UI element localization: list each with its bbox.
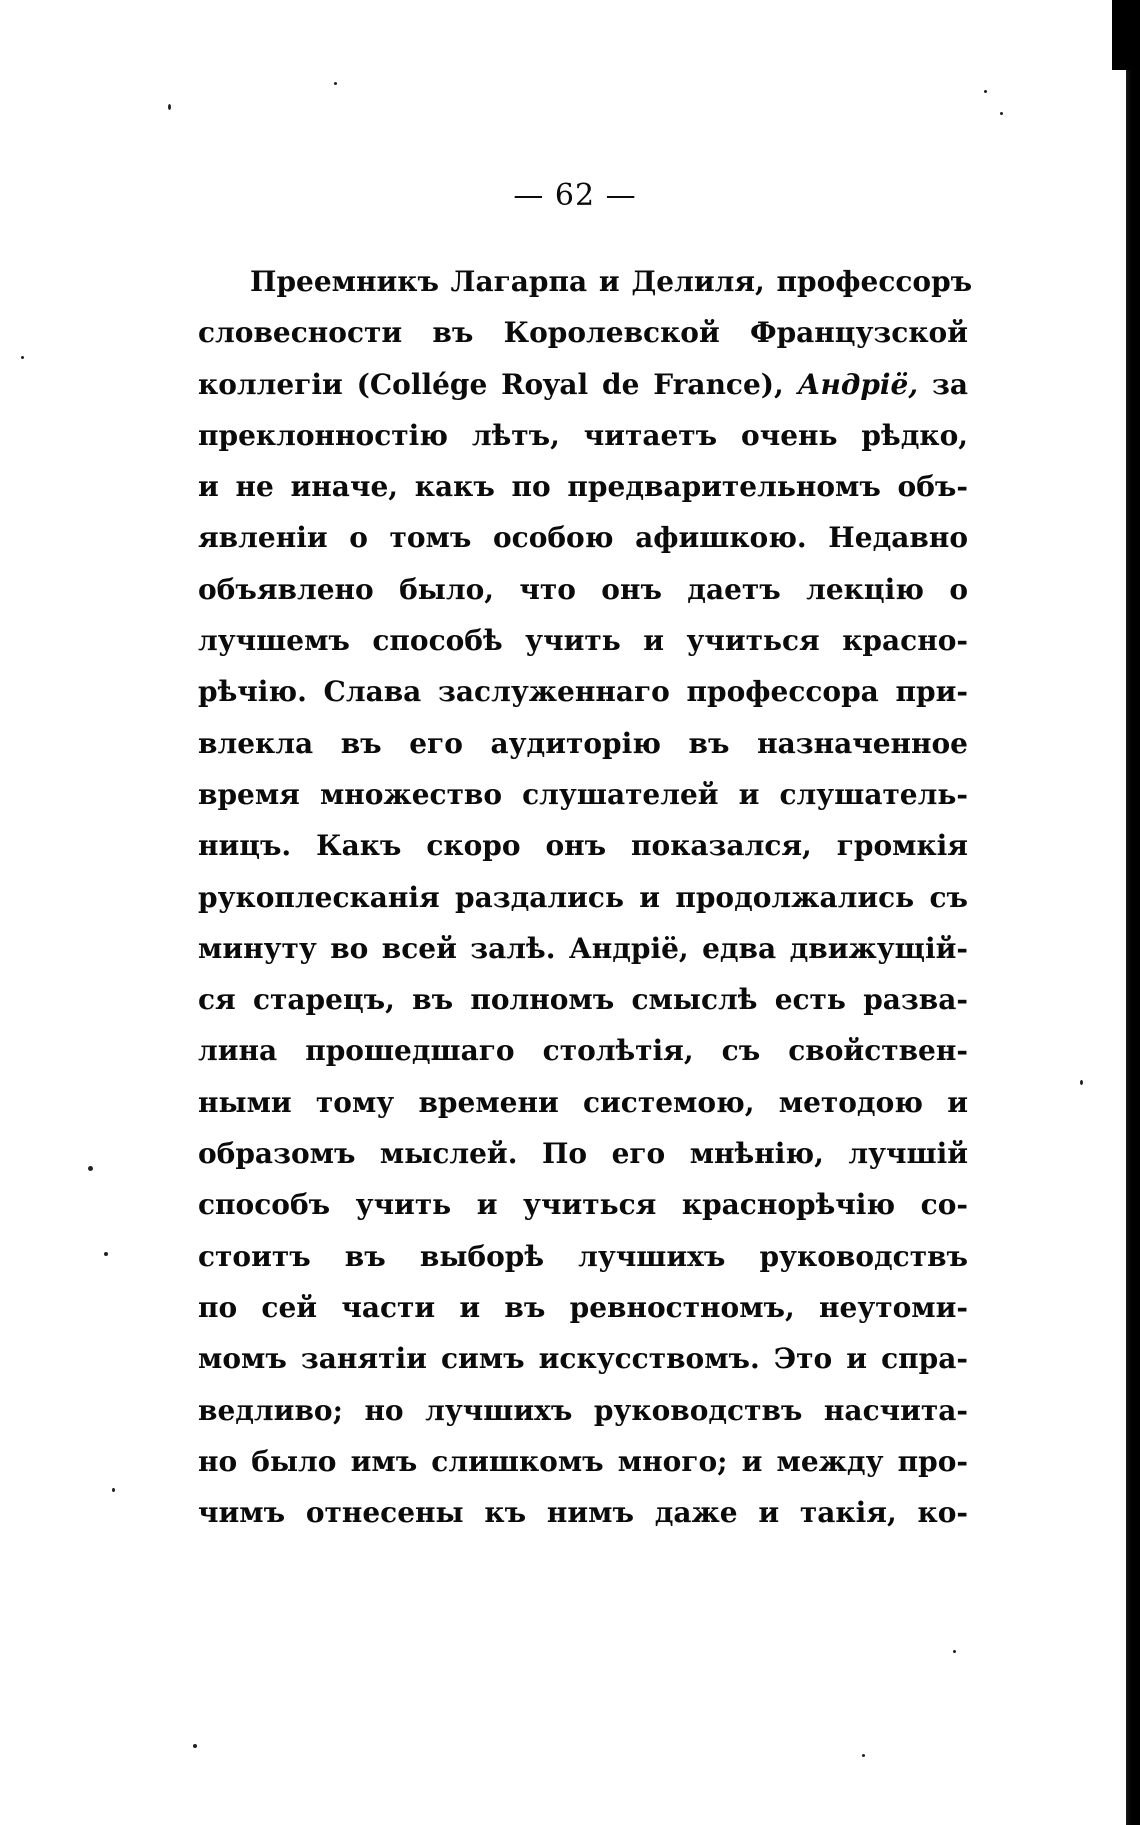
text-line: влекла въ его аудиторію въ назначенное — [198, 726, 968, 760]
scan-speck — [21, 356, 24, 359]
text-line: чимъ отнесены къ нимъ даже и такія, ко- — [198, 1496, 968, 1530]
page-number: — 62 — — [513, 178, 637, 213]
text-line: момъ занятіи симъ искусствомъ. Это и спра- — [198, 1342, 968, 1376]
text-line: преклонностію лѣтъ, читаетъ очень рѣдко, — [198, 418, 968, 452]
scan-speck — [1080, 1080, 1083, 1085]
body-text — [198, 256, 973, 1538]
text-line: и не иначе, какъ по предварительномъ объ- — [198, 470, 968, 504]
scan-speck — [862, 1754, 865, 1757]
text-line: по сей части и въ ревностномъ, неутоми- — [198, 1290, 968, 1324]
text-line-part: коллегіи (Collége Royal de France), — [198, 367, 798, 401]
page-binding-edge-top — [1112, 0, 1140, 70]
text-line: Преемникъ Лагарпа и Делиля, профессоръ — [250, 265, 973, 298]
text-line: ницъ. Какъ скоро онъ показался, громкія — [198, 829, 968, 863]
text-line: ся старецъ, въ полномъ смыслѣ есть разва- — [198, 983, 968, 1017]
scan-speck — [334, 82, 337, 85]
scan-speck — [193, 1744, 197, 1748]
text-line: способъ учить и учиться краснорѣчію со- — [198, 1188, 968, 1222]
page-binding-edge — [1126, 0, 1140, 1825]
text-line: лучшемъ способѣ учить и учиться красно- — [198, 624, 968, 658]
italic-name: Андріё, — [797, 367, 919, 401]
text-line-with-italic — [198, 359, 968, 410]
text-line: словесности въ Королевской Французской — [198, 316, 968, 350]
text-line: ными тому времени системою, методою и — [198, 1085, 968, 1119]
scan-speck — [104, 1252, 108, 1256]
scan-speck — [984, 90, 987, 93]
scan-speck — [1000, 112, 1003, 115]
text-line: но было имъ слишкомъ много; и между про- — [198, 1444, 968, 1478]
text-line: время множество слушателей и слушатель- — [198, 777, 968, 811]
text-line: рукоплесканія раздались и продолжались съ — [198, 880, 968, 914]
text-line: минуту во всей залѣ. Андріё, едва движущій- — [198, 931, 968, 965]
text-line: явленіи о томъ особою афишкою. Недавно — [198, 521, 968, 555]
text-line: стоитъ въ выборѣ лучшихъ руководствъ — [198, 1239, 968, 1273]
scan-speck — [953, 1650, 956, 1653]
text-line: лина прошедшаго столѣтія, съ свойствен- — [198, 1034, 968, 1068]
text-line: ведливо; но лучшихъ руководствъ насчита- — [198, 1393, 968, 1427]
scan-speck — [168, 104, 171, 110]
text-line-part: за — [918, 367, 968, 401]
text-line: объявлено было, что онъ даетъ лекцію о — [198, 572, 968, 606]
scan-speck — [112, 1488, 115, 1492]
scan-speck — [88, 1166, 93, 1171]
text-line: образомъ мыслей. По его мнѣнію, лучшій — [198, 1137, 968, 1171]
text-line: рѣчію. Слава заслуженнаго профессора при- — [198, 675, 968, 709]
